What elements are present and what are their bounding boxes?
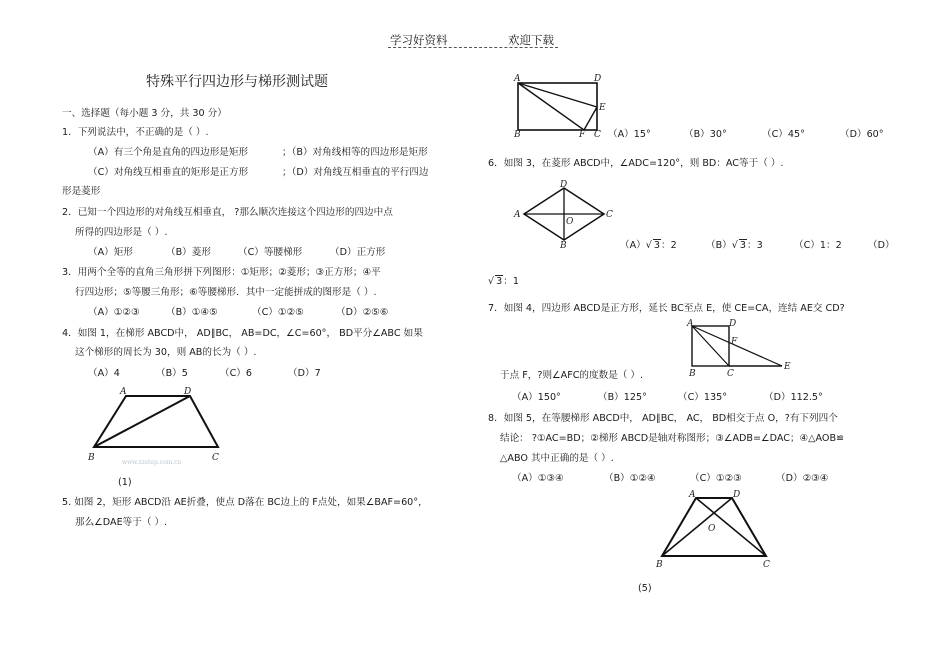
q6-option-a-suffix: ：2 — [661, 240, 677, 251]
q4-option-a: （A）4 — [88, 368, 120, 379]
q6-option-b-suffix: ：3 — [747, 240, 763, 251]
q6-option-b-prefix: （B） — [706, 240, 732, 251]
q6-option-b-radicand: 3 — [739, 240, 747, 251]
q7-stem-2: 于点 F，?则∠AFC的度数是（ ）. — [500, 370, 644, 381]
q1-option-a: （A）有三个角是直角的四边形是矩形 — [88, 147, 249, 158]
q5-option-b: （B）30° — [684, 129, 727, 140]
figure-5-isosceles-trapezoid — [650, 488, 780, 570]
fig4-label-e: E — [784, 362, 791, 372]
q6-option-b-radical: √ 3 — [731, 240, 747, 251]
q3-option-b: （B）①④⑤ — [166, 307, 218, 318]
q4-stem-2: 这个梯形的周长为 30，则 AB的长为（ ）. — [75, 347, 257, 358]
fig5-label-d: D — [733, 490, 741, 500]
q7-option-c: （C）135° — [678, 392, 727, 403]
q2-stem-2: 所得的四边形是（ ）. — [75, 227, 168, 238]
q5-stem: 5. 如图 2，矩形 ABCD沿 AE折叠，使点 D落在 BC边上的 F点处，如果∠BAF=60°， — [62, 497, 428, 508]
fig4-label-a: A — [687, 319, 694, 329]
section-heading: 一、选择题（每小题 3 分，共 30 分） — [62, 108, 227, 119]
q4-stem: 4．如图 1，在梯形 ABCD中， AD∥BC， AB=DC，∠C=60°， BD平分∠ABC 如果 — [62, 328, 423, 339]
fig4-label-c: C — [727, 369, 734, 379]
figure-1-trapezoid — [84, 384, 234, 470]
q5-option-d: （D）60° — [840, 129, 884, 140]
q5-option-c: （C）45° — [762, 129, 805, 140]
q6-option-a-radicand: 3 — [653, 240, 660, 251]
fig3-label-o: O — [566, 217, 574, 227]
q7-option-a: （A）150° — [512, 392, 561, 403]
q6-option-d-value — [488, 275, 519, 288]
q6-option-a — [620, 239, 677, 252]
q8-stem-3: △ABO 其中正确的是（ ）. — [500, 453, 614, 464]
fig3-label-d: D — [560, 180, 568, 190]
q2-stem: 2．已知一个四边形的对角线互相垂直， ?那么顺次连接这个四边形的四边中点 — [62, 207, 393, 218]
q1-stem: 1．下列说法中，不正确的是（ ）. — [62, 127, 209, 138]
fig2-label-f: F — [579, 130, 586, 138]
fig4-label-f: F — [731, 337, 738, 347]
fig5-label-c: C — [763, 560, 770, 570]
q1-option-c: （C）对角线互相垂直的矩形是正方形 — [88, 167, 249, 178]
q5-option-a: （A）15° — [608, 129, 651, 140]
q6-option-a-prefix: （A） — [620, 240, 646, 251]
fig1-label-c: C — [212, 453, 219, 463]
q6-option-b — [706, 239, 763, 252]
q3-option-a: （A）①②③ — [88, 307, 140, 318]
q6-option-d: （D） — [868, 240, 895, 251]
fig4-label-b: B — [689, 369, 696, 379]
header-underline — [388, 46, 558, 48]
fig1-label-b: B — [88, 453, 95, 463]
fig3-label-a: A — [514, 210, 521, 220]
fig2-label-e: E — [599, 103, 606, 113]
q2-option-b: （B）菱形 — [166, 247, 211, 258]
fig1-label-d: D — [184, 387, 192, 397]
fig1-label-a: A — [120, 387, 127, 397]
q1-option-b: ；（B）对角线相等的四边形是矩形 — [282, 147, 428, 158]
figure-5-caption: (5) — [638, 583, 652, 594]
figure-2-rectangle — [510, 74, 610, 138]
fig1-watermark: www.zzstep.com.cn — [122, 459, 182, 466]
q4-option-b: （B）5 — [156, 368, 188, 379]
q2-option-a: （A）矩形 — [88, 247, 133, 258]
q8-option-c: （C）①②③ — [690, 473, 742, 484]
q6-option-a-radical: √ 3 — [645, 240, 660, 251]
figure-1-caption: (1) — [118, 477, 132, 488]
fig5-label-o: O — [708, 524, 716, 534]
q8-option-d: （D）②③④ — [776, 473, 829, 484]
fig5-label-a: A — [689, 490, 696, 500]
header-right: 欢迎下载 — [508, 33, 554, 47]
q2-option-c: （C）等腰梯形 — [238, 247, 303, 258]
q8-option-b: （B）①②④ — [604, 473, 656, 484]
q5-stem-2: 那么∠DAE等于（ ）. — [75, 517, 168, 528]
q7-option-b: （B）125° — [598, 392, 647, 403]
fig3-label-b: B — [560, 241, 567, 248]
q7-stem: 7．如图 4，四边形 ABCD是正方形，延长 BC至点 E，使 CE=CA，连结 AE交 CD? — [488, 303, 845, 314]
fig5-label-b: B — [656, 560, 663, 570]
fig2-label-d: D — [594, 74, 602, 84]
fig4-label-d: D — [729, 319, 737, 329]
q7-option-d: （D）112.5° — [764, 392, 823, 403]
q6-option-d-radical: √ 3 — [488, 276, 503, 287]
q3-option-c: （C）①②⑤ — [252, 307, 304, 318]
fig2-label-c: C — [594, 130, 601, 138]
q2-option-d: （D）正方形 — [330, 247, 386, 258]
header-left: 学习好资料 — [390, 33, 448, 47]
q4-option-d: （D）7 — [288, 368, 321, 379]
q8-option-a: （A）①③④ — [512, 473, 564, 484]
q1-option-d: ；（D）对角线互相垂直的平行四边 — [282, 167, 429, 178]
q1-option-d-cont: 形是菱形 — [62, 186, 101, 197]
q3-option-d: （D）②⑤⑥ — [336, 307, 389, 318]
q8-stem-2: 结论： ?①AC=BD；②梯形 ABCD是轴对称图形；③∠ADB=∠DAC；④△AOB≌ — [500, 433, 845, 444]
figure-4-square — [684, 318, 796, 380]
q6-stem: 6．如图 3，在菱形 ABCD中，∠ADC=120°，则 BD：AC等于（ ）. — [488, 158, 784, 169]
page-title: 特殊平行四边形与梯形测试题 — [146, 74, 328, 90]
q6-option-c: （C）1：2 — [794, 240, 842, 251]
q6-option-d-radicand: 3 — [496, 276, 503, 287]
fig2-label-b: B — [514, 130, 521, 138]
figure-3-rhombus — [512, 180, 616, 248]
q6-option-d-suffix: ：1 — [503, 276, 519, 287]
q3-stem: 3．用两个全等的直角三角形拼下列图形：①矩形；②菱形；③正方形；④平 — [62, 267, 381, 278]
q8-stem: 8．如图 5，在等腰梯形 ABCD中， AD∥BC， AC， BD相交于点 O，?有下列四个 — [488, 413, 838, 424]
q3-stem-2: 行四边形；⑤等腰三角形；⑥等腰梯形．其中一定能拼成的图形是（ ）. — [75, 287, 377, 298]
q4-option-c: （C）6 — [220, 368, 252, 379]
fig3-label-c: C — [606, 210, 613, 220]
fig2-label-a: A — [514, 74, 521, 84]
